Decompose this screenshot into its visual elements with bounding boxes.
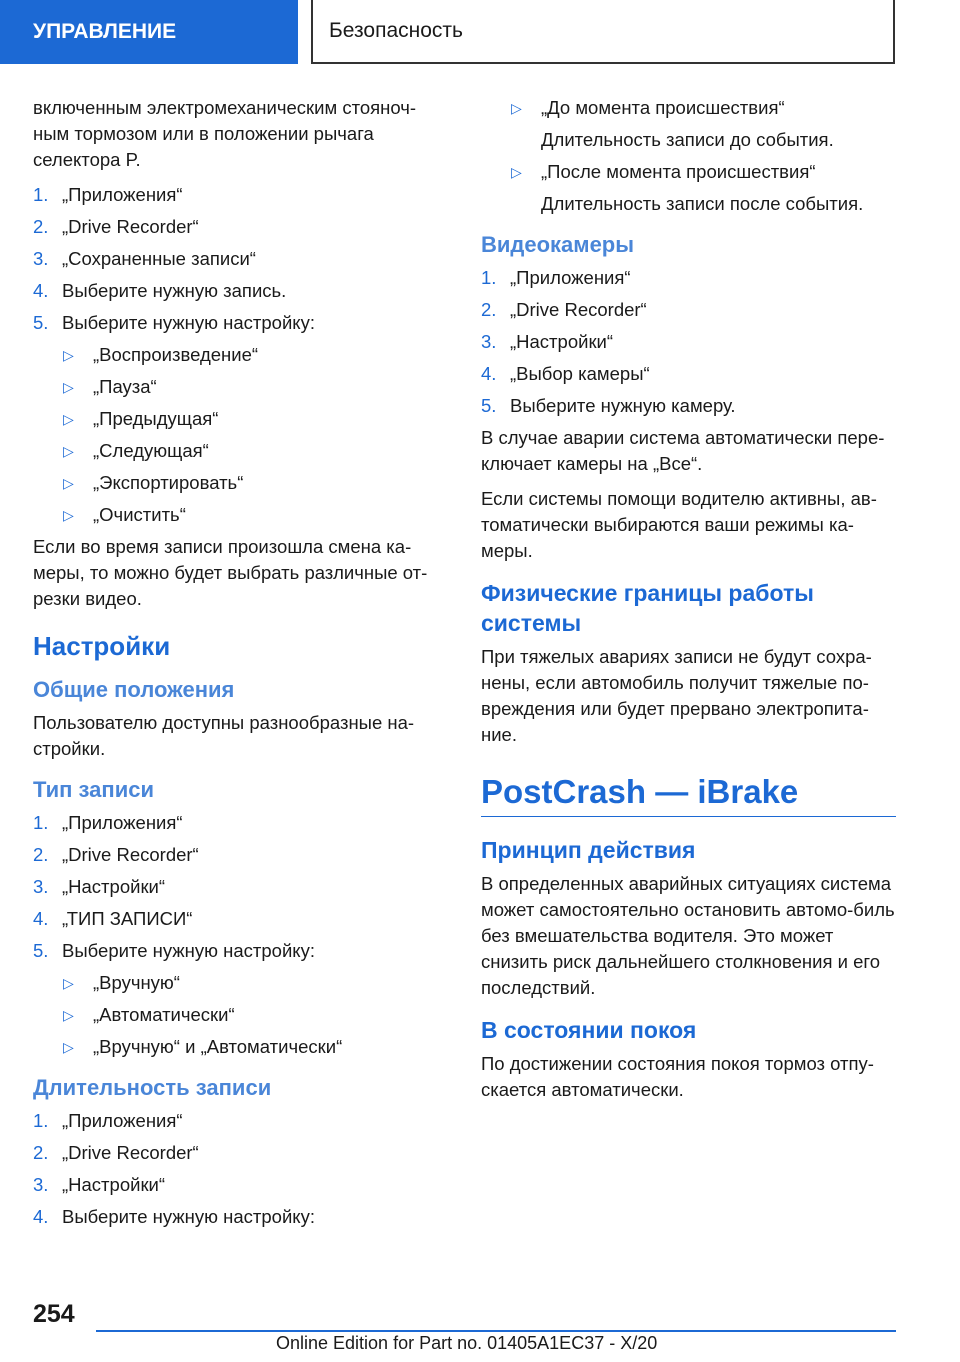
heading-general: Общие положения (33, 677, 235, 702)
list-camera-steps (481, 265, 896, 419)
sublist-duration-options (481, 95, 896, 217)
section-tab (0, 0, 298, 64)
list-item: 1. „Приложения“ (481, 267, 631, 288)
list-item: 5. Выберите нужную настройку: (33, 312, 315, 333)
sublist-playback-options (33, 342, 448, 528)
footer-edition: Online Edition for Part no. 01405A1EC37 - X/20 (276, 1333, 658, 1353)
heading-record-type: Тип записи (33, 777, 154, 802)
sublist-item: ▷ „После момента происшествия“ (481, 159, 896, 185)
chapter-title: Безопасность (329, 19, 463, 42)
principle-paragraph: В определенных аварийных ситуациях система может самостоятельно остановить автомо-биль без вмешательства водителя. Это может снизить риск дальнейшего столкновения и его последствий. (481, 873, 895, 998)
list-item: 4. „Выбор камеры“ (481, 363, 650, 384)
page-number: 254 (33, 1300, 75, 1328)
list-item: 3. „Настройки“ (481, 331, 614, 352)
list-item: 1. „Приложения“ (33, 812, 183, 833)
heading-principle: Принцип действия (481, 837, 696, 863)
list-record-type-steps (33, 810, 448, 964)
chapter-tab (311, 0, 895, 64)
list-item: 2. „Drive Recorder“ (33, 1142, 199, 1163)
sublist-item-description: Длительность записи до события. (541, 129, 834, 150)
list-duration-steps (33, 1108, 448, 1230)
triangle-bullet-icon: ▷ (511, 100, 522, 116)
sublist-item: ▷ „Пауза“ (33, 374, 448, 400)
list-item: 4. „ТИП ЗАПИСИ“ (33, 908, 193, 929)
heading-settings: Настройки (33, 631, 171, 661)
list-item: 3. „Настройки“ (33, 1174, 166, 1195)
triangle-bullet-icon: ▷ (63, 379, 74, 395)
assist-paragraph: Если системы помощи водителю активны, ав-томатически выбираются ваши режимы ка-меры. (481, 488, 877, 561)
triangle-bullet-icon: ▷ (63, 443, 74, 459)
triangle-bullet-icon: ▷ (63, 475, 74, 491)
triangle-bullet-icon: ▷ (63, 1007, 74, 1023)
heading-duration: Длительность записи (33, 1075, 272, 1100)
general-paragraph: Пользователю доступны разнообразные на-стройки. (33, 712, 415, 759)
sublist-item: ▷ „Вручную“ и „Автоматически“ (33, 1034, 448, 1060)
limits-paragraph: При тяжелых авариях записи не будут сохра-нены, если автомобиль получит тяжелые по-вреждения или будет прервано электропита-ние. (481, 646, 872, 745)
section-title: УПРАВЛЕНИЕ (33, 20, 177, 43)
list-playback-steps (33, 182, 448, 336)
list-item: 4. Выберите нужную настройку: (33, 1206, 315, 1227)
at-rest-paragraph: По достижении состояния покоя тормоз отпу-скается автоматически. (481, 1053, 874, 1100)
list-item: 5. Выберите нужную камеру. (481, 395, 736, 416)
intro-paragraph: включенным электромеханическим стояноч-ным тормозом или в положении рычага селектора P. (33, 97, 417, 170)
sublist-item: ▷ „Очистить“ (33, 502, 448, 528)
list-item: 3. „Настройки“ (33, 876, 166, 897)
list-item: 3. „Сохраненные записи“ (33, 248, 256, 269)
sublist-item: ▷ „Следующая“ (33, 438, 448, 464)
heading-system-limits: Физические границы работы системы (481, 580, 814, 636)
sublist-item: ▷ „Вручную“ (33, 970, 448, 996)
heading-at-rest: В состоянии покоя (481, 1017, 697, 1043)
triangle-bullet-icon: ▷ (511, 164, 522, 180)
triangle-bullet-icon: ▷ (63, 1039, 74, 1055)
sublist-item: ▷ „Автоматически“ (33, 1002, 448, 1028)
sublist-record-type-options (33, 970, 448, 1060)
triangle-bullet-icon: ▷ (63, 411, 74, 427)
triangle-bullet-icon: ▷ (63, 507, 74, 523)
list-item: 1. „Приложения“ (33, 184, 183, 205)
list-item: 5. Выберите нужную настройку: (33, 940, 315, 961)
footer-divider (96, 1330, 896, 1332)
sublist-item: ▷ „До момента происшествия“ (481, 95, 896, 121)
list-item: 1. „Приложения“ (33, 1110, 183, 1131)
sublist-item: ▷ „Экспортировать“ (33, 470, 448, 496)
sublist-item-description: Длительность записи после события. (541, 193, 864, 214)
list-item: 2. „Drive Recorder“ (481, 299, 647, 320)
list-item: 4. Выберите нужную запись. (33, 280, 287, 301)
sublist-item: ▷ „Воспроизведение“ (33, 342, 448, 368)
list-item: 2. „Drive Recorder“ (33, 216, 199, 237)
list-item: 2. „Drive Recorder“ (33, 844, 199, 865)
heading-postcrash: PostCrash — iBrake (481, 770, 896, 817)
triangle-bullet-icon: ▷ (63, 347, 74, 363)
camera-switch-paragraph: В случае аварии система автоматически пере-ключает камеры на „Все“. (481, 427, 885, 474)
camera-change-paragraph: Если во время записи произошла смена ка-меры, то можно будет выбрать различные от-резки видео. (33, 536, 428, 609)
heading-cameras: Видеокамеры (481, 232, 635, 257)
triangle-bullet-icon: ▷ (63, 975, 74, 991)
right-column (481, 95, 896, 1112)
sublist-item: ▷ „Предыдущая“ (33, 406, 448, 432)
left-column (33, 95, 448, 1236)
